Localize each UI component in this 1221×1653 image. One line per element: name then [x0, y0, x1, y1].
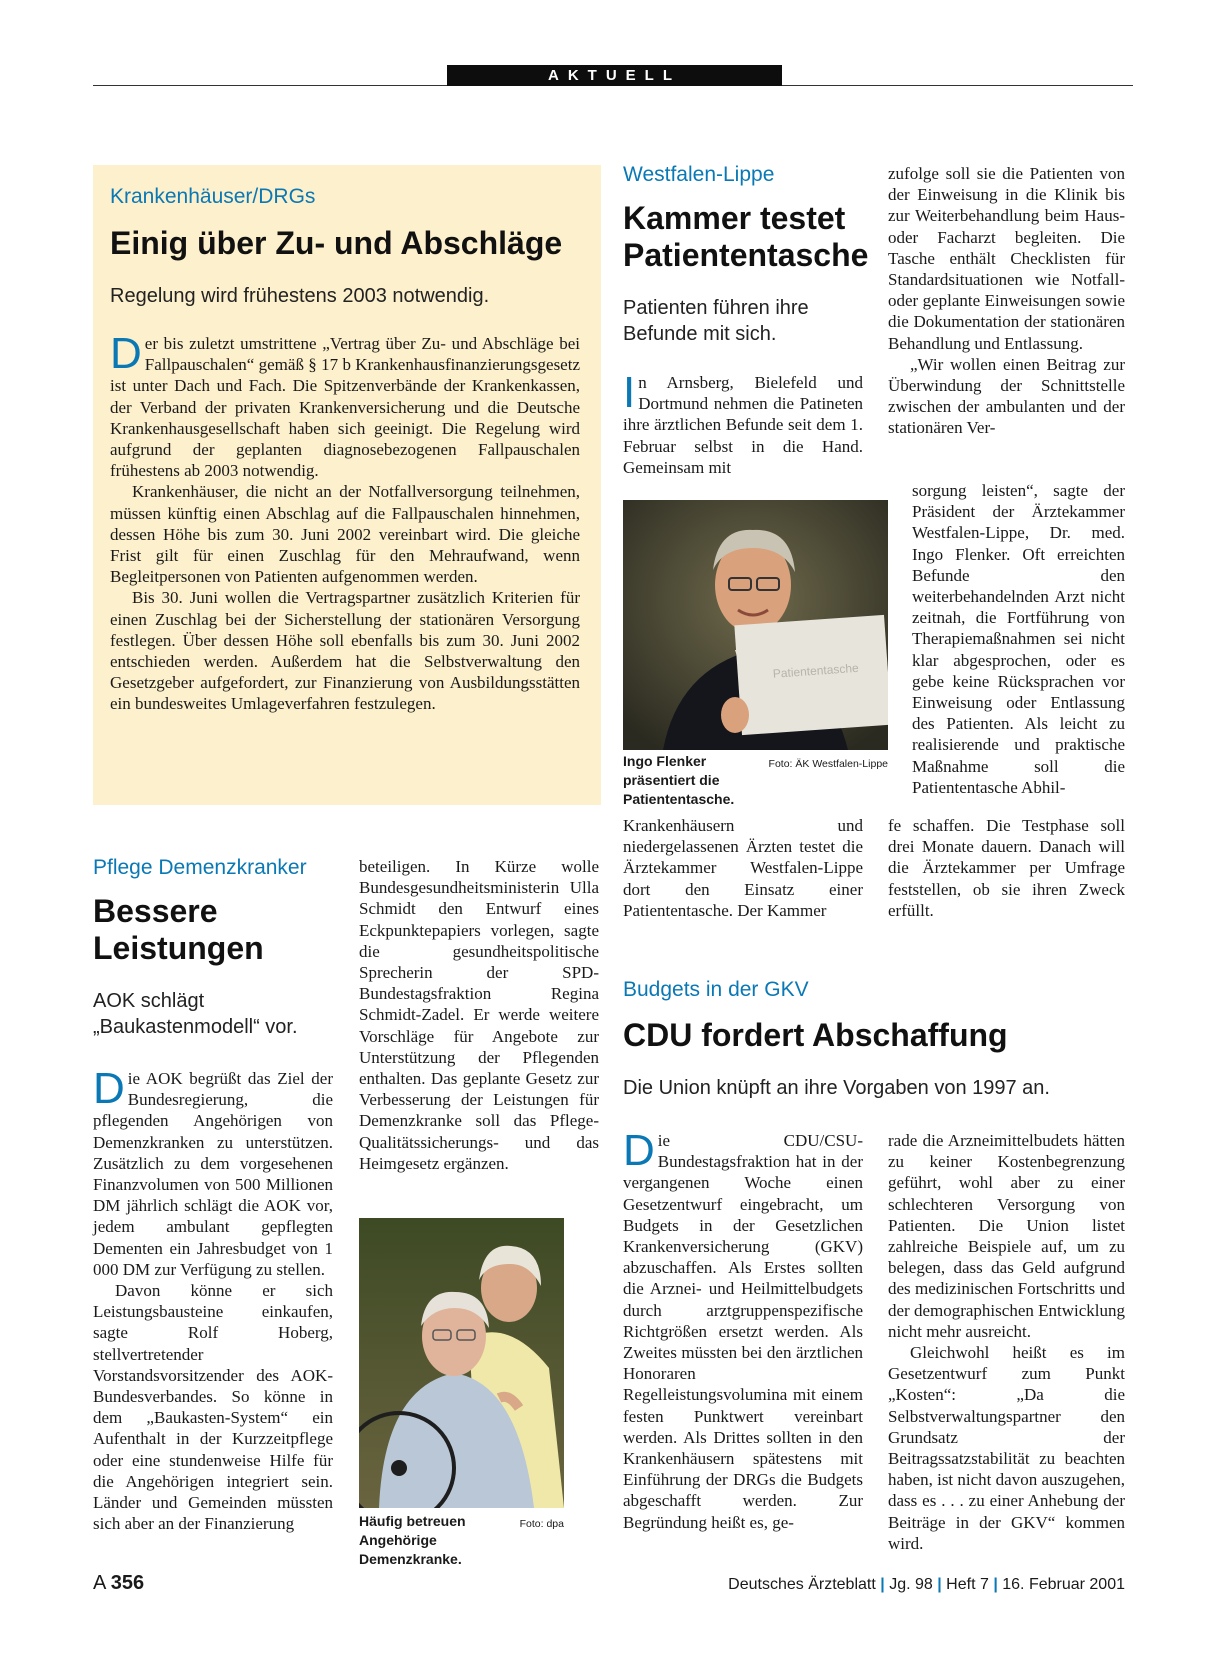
section-label: AKTUELL — [447, 65, 782, 86]
footer-separator-2: | — [937, 1576, 942, 1593]
article-westfalen-deck: Patienten führen ihre Befunde mit sich. — [623, 297, 809, 345]
article-demenz-dropcap: D — [93, 1064, 125, 1113]
page-number-value: 356 — [110, 1572, 145, 1594]
photo-demenzkranke-caption-text: Häufig betreuen Angehörige Demenzkranke. — [359, 1513, 466, 1567]
photo-demenzkranke-credit: Foto: dpa — [519, 1518, 564, 1530]
article-westfalen-col1-bottom — [623, 815, 863, 921]
article-westfalen-kicker: Westfalen-Lippe — [623, 163, 775, 186]
photo-ingo-flenker-credit: Foto: ÄK Westfalen-Lippe — [768, 758, 888, 770]
photo-demenzkranke-caption — [359, 1512, 564, 1569]
article-gkv-deck: Die Union knüpft an ihre Vorgaben von 1997 an. — [623, 1077, 1050, 1099]
article-westfalen-paragraph-2: zufolge soll sie die Patienten von der Einweisung in die Klinik bis zur Weiterbehandlung beim Haus- oder Facharzt begleiten. Die Tasche enthält Checklisten für Standardsituationen wie Notfall- oder geplante Einweisungen sowie die Dokumentation der stationären Behandlung und Entlassung. — [888, 164, 1125, 353]
article-westfalen-col1-top — [623, 368, 863, 478]
footer-separator-3: | — [993, 1576, 998, 1593]
journal-name: Deutsches Ärzteblatt — [728, 1576, 876, 1593]
demenzkranke-photo-illustration — [359, 1218, 564, 1508]
page-number — [93, 1572, 144, 1595]
article-demenz-headline: Bessere Leistungen — [93, 893, 264, 966]
journal-info — [728, 1576, 1125, 1594]
article-drgs-headline: Einig über Zu- und Abschläge — [110, 225, 563, 261]
article-westfalen-headline: Kammer testet Patiententasche — [623, 200, 869, 273]
article-drgs-paragraph-1: er bis zuletzt umstrittene „Vertrag über Zu- und Abschläge bei Fallpauschalen“ gemäß § 17 b Krankenhausfinanzierungsgesetz ist unter Dach und Fach. Die Spitzenverbände der Krankenkassen, der Verband der privaten Krankenversicherung und die Deutsche Krankenhausgesellschaft haben sich geeinigt. Die Regelung wird aufgrund der geplanten diagnosebezogenen Fallpauschalen frühestens ab 2003 notwendig. — [110, 334, 580, 481]
article-westfalen-paragraph-3-end: fe schaffen. Die Testphase soll drei Monate dauern. Danach will die Ärztekammer per Umfrage feststellen, ob sie ihren Zweck erfüllt. — [888, 816, 1125, 920]
article-westfalen-paragraph-3: „Wir wollen einen Beitrag zur Überwindung der Schnittstelle zwischen der ambulanten und der stationären Ver- — [888, 354, 1125, 438]
article-demenz-paragraph-2: Davon könne er sich Leistungsbausteine einkaufen, sagte Rolf Hoberg, stellvertretender Vorstandsvorsitzender des AOK-Bundesverbandes. So könne in dem „Baukasten-System“ ein Aufenthalt in der Kurzzeitpflege oder eine stundenweise Hilfe für die Angehörigen integriert sein. Länder und Gemeinden müssten sich aber an der Finanzierung — [93, 1281, 333, 1534]
journal-issue: Heft 7 — [946, 1576, 989, 1593]
article-gkv-dropcap: D — [623, 1126, 655, 1175]
article-westfalen-col2-bottom — [888, 815, 1125, 921]
article-demenz-col2 — [359, 856, 599, 1174]
svg-text:Patiententasche: Patiententasche — [772, 660, 860, 681]
footer-separator-1: | — [880, 1576, 885, 1593]
article-gkv-col2 — [888, 1130, 1125, 1554]
photo-demenzkranke — [359, 1218, 564, 1508]
article-gkv-paragraph-3: Gleichwohl heißt es im Gesetzentwurf zum Punkt „Kosten“: „Da die Selbstverwaltungspartner den Grundsatz der Beitragssatzstabilität zu beachten haben, ist nicht davon auszugehen, dass es . . . zu einer Anhebung der Beiträge in der GKV“ kommen wird. — [888, 1343, 1125, 1553]
article-drgs-deck: Regelung wird frühestens 2003 notwendig. — [110, 285, 490, 307]
article-demenz-deck: AOK schlägt „Baukastenmodell“ vor. — [93, 990, 298, 1038]
article-gkv-col1 — [623, 1126, 863, 1533]
article-drgs-dropcap: D — [110, 329, 142, 378]
article-demenz-col1 — [93, 1064, 333, 1534]
article-demenz-kicker: Pflege Demenzkranker — [93, 856, 307, 879]
article-drgs-paragraph-3: Bis 30. Juni wollen die Vertragspartner zusätzlich Kriterien für einen Zuschlag bei der Sicherstellung der stationären Versorgung festlegen. Über dessen Höhe soll ebenfalls bis zum 30. Juni 2002 entschieden werden. Außerdem hat die Selbstverwaltung den Gesetzgeber aufgefordert, zur Finanzierung von Ausbildungsstätten ein bundesweites Umlageverfahren festzulegen. — [110, 588, 580, 714]
article-gkv-kicker: Budgets in der GKV — [623, 978, 809, 1001]
article-westfalen-paragraph-1: n Arnsberg, Bielefeld und Dortmund nehmen die Patineten ihre ärztlichen Befunde seit dem 1. Februar selbst in die Hand. Gemeinsam mit — [623, 373, 863, 477]
article-drgs-kicker: Krankenhäuser/DRGs — [110, 185, 316, 208]
photo-ingo-flenker-caption-text: Ingo Flenker präsentiert die Patiententasche. — [623, 753, 735, 807]
article-westfalen-col2-top — [888, 163, 1125, 439]
ingo-flenker-photo-illustration — [623, 500, 888, 750]
article-gkv-paragraph-2: rade die Arzneimittelbudets hätten zu keiner Kostenbegrenzung geführt, wohl aber zu einer schlechteren Versorgung von Patienten. Die Union listet zahlreiche Beispiele auf, um zu belegen, dass das Geld aufgrund des medizinischen Fortschritts und der demographischen Entwicklung nicht mehr ausreicht. — [888, 1131, 1125, 1341]
journal-date: 16. Februar 2001 — [1002, 1576, 1125, 1593]
article-demenz-paragraph-3: beteiligen. In Kürze wolle Bundesgesundheitsministerin Ulla Schmidt den Entwurf eines Eckpunktepapiers vorlegen, sagte die gesundheitspolitische Sprecherin der SPD-Bundestagsfraktion Regina Schmidt-Zadel. Er werde weitere Vorschläge für Angebote zur Unterstützung der Pflegenden enthalten. Das geplante Gesetz zur Verbesserung der Leistungen für Demenzkranke soll das Pflege-Qualitätssicherungs- und das Heimgesetz ergänzen. — [359, 857, 599, 1173]
journal-volume: Jg. 98 — [889, 1576, 933, 1593]
article-westfalen-paragraph-3-cont: sorgung leisten“, sagte der Präsident der Ärztekammer Westfalen-Lippe, Dr. med. Ingo Flenker. Oft erreichten Befunde den weiterbehandelnden Arzt nicht zeitnah, die Fortführung von Therapiemaßnahmen sei nicht klar abgesprochen, oder es gebe keine Rücksprachen vor Einweisung oder Entlassung des Patienten. Als leicht zu realisierende und praktische Maßnahme soll die Patiententasche Abhil- — [912, 481, 1125, 797]
article-westfalen-col2-mid — [912, 480, 1125, 798]
page-prefix: A — [93, 1572, 107, 1594]
article-demenz-paragraph-1: ie AOK begrüßt das Ziel der Bundesregierung, die pflegenden Angehörigen von Demenzkranken zu unterstützen. Zusätzlich zu dem vorgesehenen Finanzvolumen von 500 Millionen DM jährlich schlägt die AOK vor, jedem ambulant gepflegten Dementen ein Jahresbudget von 1 000 DM zur Verfügung zu stellen. — [93, 1069, 333, 1279]
article-drgs-body — [110, 329, 580, 715]
photo-ingo-flenker — [623, 500, 888, 750]
article-drgs-paragraph-2: Krankenhäuser, die nicht an der Notfallversorgung teilnehmen, müssen künftig einen Abschlag auf die Fallpauschalen hinnehmen, dessen Höhe bis zum 30. Juni 2002 vereinbart wird. Die gleiche Frist gilt für einen Zuschlag für den Mehraufwand, wenn Begleitpersonen von Patienten aufgenommen werden. — [110, 482, 580, 587]
article-gkv-headline: CDU fordert Abschaffung — [623, 1017, 1008, 1053]
article-westfalen-paragraph-1b: Krankenhäusern und niedergelassenen Ärzten testet die Ärztekammer Westfalen-Lippe dort den Einsatz einer Patiententasche. Der Kammer — [623, 816, 863, 920]
article-westfalen-dropcap: I — [623, 368, 636, 417]
photo-ingo-flenker-caption — [623, 752, 888, 809]
article-gkv-paragraph-1: ie CDU/CSU-Bundestagsfraktion hat in der vergangenen Woche einen Gesetzentwurf eingebracht, um Budgets in der Gesetzlichen Krankenversicherung (GKV) abzuschaffen. Als Erstes sollten die Arznei- und Heilmittelbudgets durch arztgruppenspezifische Richtgrößen ersetzt werden. Als Zweites müssten bei den ärztlichen Honoraren Regelleistungsvolumina mit einem festen Punktwert vereinbart werden. Als Drittes sollten in den Krankenhäusern spätestens mit Einführung der DRGs die Budgets abgeschafft werden. Zur Begründung heißt es, ge- — [623, 1131, 863, 1532]
